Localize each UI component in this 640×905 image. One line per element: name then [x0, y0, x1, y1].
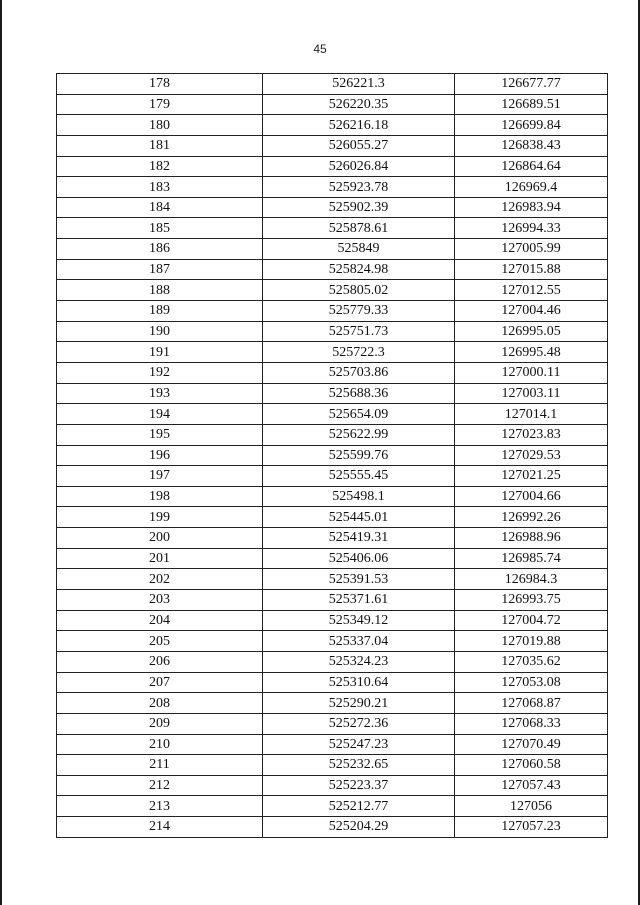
y-coordinate-cell: 126995.48 [455, 342, 608, 363]
y-coordinate-cell: 127070.49 [455, 734, 608, 755]
point-number-cell: 187 [57, 259, 263, 280]
table-row [57, 796, 608, 817]
point-number-cell: 213 [57, 796, 263, 817]
table-row [57, 177, 608, 198]
point-number-cell: 190 [57, 321, 263, 342]
y-coordinate-cell: 127068.33 [455, 713, 608, 734]
point-number-cell: 200 [57, 528, 263, 549]
x-coordinate-cell: 525703.86 [263, 362, 455, 383]
table-row [57, 239, 608, 260]
point-number-cell: 181 [57, 135, 263, 156]
x-coordinate-cell: 525349.12 [263, 610, 455, 631]
table-row [57, 362, 608, 383]
y-coordinate-cell: 127004.46 [455, 301, 608, 322]
y-coordinate-cell: 127021.25 [455, 466, 608, 487]
page-edge-left [0, 0, 2, 905]
x-coordinate-cell: 525337.04 [263, 631, 455, 652]
y-coordinate-cell: 127005.99 [455, 239, 608, 260]
table-row [57, 775, 608, 796]
y-coordinate-cell: 126677.77 [455, 74, 608, 95]
x-coordinate-cell: 525902.39 [263, 197, 455, 218]
x-coordinate-cell: 525324.23 [263, 651, 455, 672]
point-number-cell: 201 [57, 548, 263, 569]
y-coordinate-cell: 127056 [455, 796, 608, 817]
x-coordinate-cell: 525805.02 [263, 280, 455, 301]
point-number-cell: 186 [57, 239, 263, 260]
x-coordinate-cell: 525849 [263, 239, 455, 260]
table-row [57, 197, 608, 218]
table-row [57, 74, 608, 95]
x-coordinate-cell: 526055.27 [263, 135, 455, 156]
y-coordinate-cell: 127004.72 [455, 610, 608, 631]
x-coordinate-cell: 525272.36 [263, 713, 455, 734]
point-number-cell: 191 [57, 342, 263, 363]
x-coordinate-cell: 525654.09 [263, 404, 455, 425]
y-coordinate-cell: 127023.83 [455, 424, 608, 445]
y-coordinate-cell: 126969.4 [455, 177, 608, 198]
point-number-cell: 206 [57, 651, 263, 672]
y-coordinate-cell: 127015.88 [455, 259, 608, 280]
point-number-cell: 188 [57, 280, 263, 301]
table-row [57, 156, 608, 177]
y-coordinate-cell: 127004.66 [455, 486, 608, 507]
x-coordinate-cell: 525406.06 [263, 548, 455, 569]
x-coordinate-cell: 526220.35 [263, 94, 455, 115]
point-number-cell: 199 [57, 507, 263, 528]
table-row [57, 486, 608, 507]
y-coordinate-cell: 127035.62 [455, 651, 608, 672]
y-coordinate-cell: 127057.23 [455, 817, 608, 838]
point-number-cell: 203 [57, 590, 263, 611]
table-row [57, 94, 608, 115]
point-number-cell: 183 [57, 177, 263, 198]
table-row [57, 817, 608, 838]
point-number-cell: 179 [57, 94, 263, 115]
y-coordinate-cell: 126985.74 [455, 548, 608, 569]
point-number-cell: 194 [57, 404, 263, 425]
point-number-cell: 204 [57, 610, 263, 631]
y-coordinate-cell: 127003.11 [455, 383, 608, 404]
y-coordinate-cell: 127060.58 [455, 755, 608, 776]
x-coordinate-cell: 525688.36 [263, 383, 455, 404]
x-coordinate-cell: 525599.76 [263, 445, 455, 466]
x-coordinate-cell: 525223.37 [263, 775, 455, 796]
table-row [57, 115, 608, 136]
point-number-cell: 212 [57, 775, 263, 796]
x-coordinate-cell: 526221.3 [263, 74, 455, 95]
x-coordinate-cell: 525290.21 [263, 693, 455, 714]
point-number-cell: 196 [57, 445, 263, 466]
x-coordinate-cell: 525212.77 [263, 796, 455, 817]
y-coordinate-cell: 127000.11 [455, 362, 608, 383]
point-number-cell: 210 [57, 734, 263, 755]
y-coordinate-cell: 127029.53 [455, 445, 608, 466]
x-coordinate-cell: 525204.29 [263, 817, 455, 838]
y-coordinate-cell: 126689.51 [455, 94, 608, 115]
x-coordinate-cell: 525878.61 [263, 218, 455, 239]
x-coordinate-cell: 525751.73 [263, 321, 455, 342]
table-row [57, 466, 608, 487]
table-row [57, 548, 608, 569]
point-number-cell: 202 [57, 569, 263, 590]
y-coordinate-cell: 126993.75 [455, 590, 608, 611]
point-number-cell: 198 [57, 486, 263, 507]
x-coordinate-cell: 525498.1 [263, 486, 455, 507]
x-coordinate-cell: 525779.33 [263, 301, 455, 322]
x-coordinate-cell: 525419.31 [263, 528, 455, 549]
table-row [57, 590, 608, 611]
table-row [57, 569, 608, 590]
point-number-cell: 185 [57, 218, 263, 239]
table-row [57, 631, 608, 652]
point-number-cell: 197 [57, 466, 263, 487]
x-coordinate-cell: 525923.78 [263, 177, 455, 198]
table-row [57, 301, 608, 322]
y-coordinate-cell: 126983.94 [455, 197, 608, 218]
point-number-cell: 193 [57, 383, 263, 404]
point-number-cell: 208 [57, 693, 263, 714]
x-coordinate-cell: 525232.65 [263, 755, 455, 776]
x-coordinate-cell: 525445.01 [263, 507, 455, 528]
point-number-cell: 192 [57, 362, 263, 383]
point-number-cell: 184 [57, 197, 263, 218]
point-number-cell: 178 [57, 74, 263, 95]
point-number-cell: 209 [57, 713, 263, 734]
table-row [57, 507, 608, 528]
table-row [57, 424, 608, 445]
y-coordinate-cell: 126992.26 [455, 507, 608, 528]
point-number-cell: 207 [57, 672, 263, 693]
point-number-cell: 211 [57, 755, 263, 776]
table-row [57, 610, 608, 631]
table-body [57, 74, 608, 838]
table-row [57, 528, 608, 549]
y-coordinate-cell: 126995.05 [455, 321, 608, 342]
y-coordinate-cell: 126984.3 [455, 569, 608, 590]
y-coordinate-cell: 127053.08 [455, 672, 608, 693]
table-row [57, 651, 608, 672]
x-coordinate-cell: 525391.53 [263, 569, 455, 590]
y-coordinate-cell: 127068.87 [455, 693, 608, 714]
table-row [57, 135, 608, 156]
x-coordinate-cell: 525555.45 [263, 466, 455, 487]
table-row [57, 218, 608, 239]
coordinates-table [56, 73, 608, 838]
table-row [57, 383, 608, 404]
x-coordinate-cell: 525722.3 [263, 342, 455, 363]
y-coordinate-cell: 126988.96 [455, 528, 608, 549]
x-coordinate-cell: 526216.18 [263, 115, 455, 136]
x-coordinate-cell: 526026.84 [263, 156, 455, 177]
point-number-cell: 182 [57, 156, 263, 177]
y-coordinate-cell: 127057.43 [455, 775, 608, 796]
point-number-cell: 205 [57, 631, 263, 652]
table-row [57, 342, 608, 363]
y-coordinate-cell: 127012.55 [455, 280, 608, 301]
table-row [57, 259, 608, 280]
x-coordinate-cell: 525310.64 [263, 672, 455, 693]
y-coordinate-cell: 127019.88 [455, 631, 608, 652]
table-row [57, 693, 608, 714]
x-coordinate-cell: 525371.61 [263, 590, 455, 611]
point-number-cell: 195 [57, 424, 263, 445]
table-row [57, 404, 608, 425]
table-row [57, 734, 608, 755]
y-coordinate-cell: 126994.33 [455, 218, 608, 239]
table-row [57, 280, 608, 301]
y-coordinate-cell: 126838.43 [455, 135, 608, 156]
y-coordinate-cell: 127014.1 [455, 404, 608, 425]
x-coordinate-cell: 525247.23 [263, 734, 455, 755]
x-coordinate-cell: 525824.98 [263, 259, 455, 280]
x-coordinate-cell: 525622.99 [263, 424, 455, 445]
table-row [57, 755, 608, 776]
table-row [57, 713, 608, 734]
point-number-cell: 189 [57, 301, 263, 322]
point-number-cell: 214 [57, 817, 263, 838]
point-number-cell: 180 [57, 115, 263, 136]
table-row [57, 672, 608, 693]
table-row [57, 445, 608, 466]
y-coordinate-cell: 126699.84 [455, 115, 608, 136]
page-number: 45 [313, 42, 327, 56]
table-row [57, 321, 608, 342]
y-coordinate-cell: 126864.64 [455, 156, 608, 177]
